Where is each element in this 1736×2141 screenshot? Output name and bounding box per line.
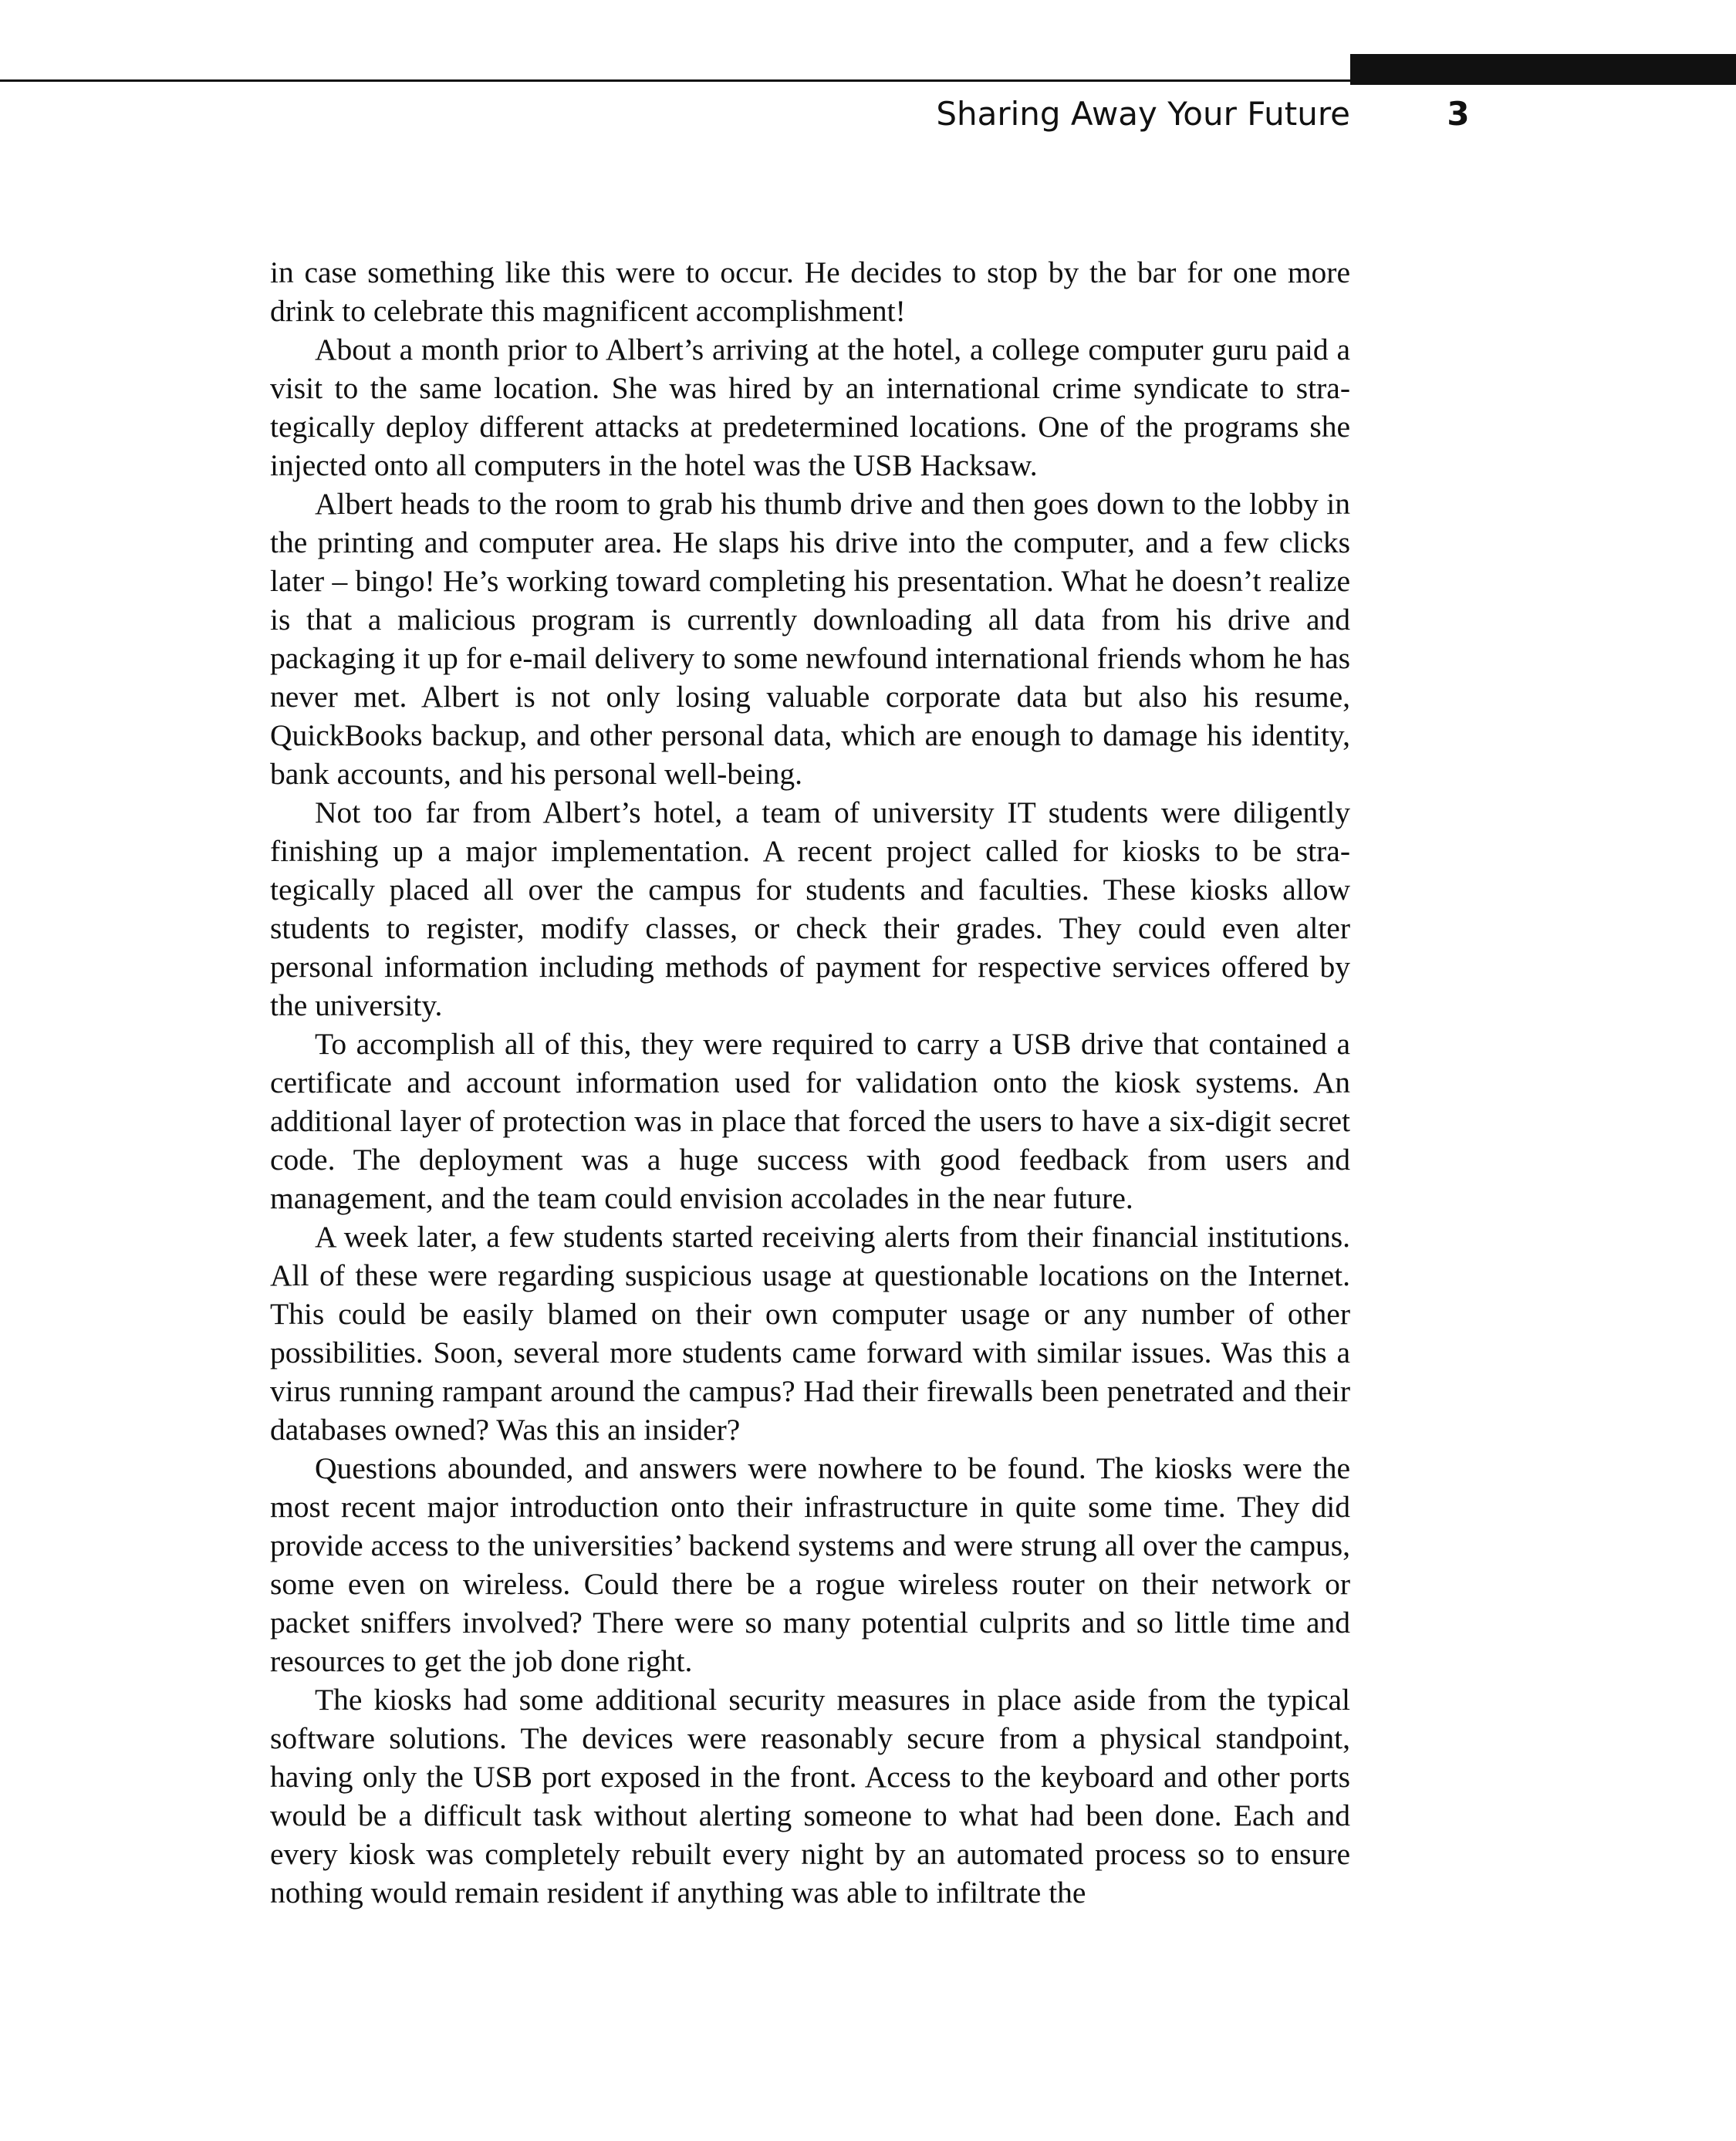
paragraph: The kiosks had some additional security measures in place aside from the typical software solutions. The devices were reasonably secure from a physical standpoint, having only the USB port exposed in the front. Access to the keyboard and other ports would be a difficult task without alerting someone to what had been done. Each and every kiosk was completely rebuilt every night by an automated process so to ensure nothing would remain resident if anything was able to infiltrate the <box>270 1683 1350 1910</box>
body-text <box>270 253 1350 1912</box>
paragraph: in case something like this were to occur. He decides to stop by the bar for one more drink to celebrate this magnificent accomplishment! <box>270 255 1350 328</box>
paragraph: Questions abounded, and answers were nowhere to be found. The kiosks were the most recent major introduction onto their infrastructure in quite some time. They did provide access to the universities’ backend systems and were strung all over the campus, some even on wireless. Could there be a rogue wireless router on their network or packet sniffers involved? There were so many potential culprits and so little time and resources to get the job done right. <box>270 1451 1350 1678</box>
paragraph: About a month prior to Albert’s arriving at the hotel, a college computer guru paid a visit to the same location. She was hired by an international crime syndicate to strategically deploy different attacks at predetermined locations. One of the programs she injected onto all computers in the hotel was the USB Hacksaw. <box>270 333 1350 482</box>
paragraph: Albert heads to the room to grab his thumb drive and then goes down to the lobby in the printing and computer area. He slaps his drive into the computer, and a few clicks later – bingo! He’s working toward completing his presentation. What he doesn’t realize is that a malicious program is currently downloading all data from his drive and packaging it up for e-mail delivery to some newfound international friends whom he has never met. Albert is not only losing valuable corporate data but also his resume, QuickBooks backup, and other personal data, which are enough to damage his identity, bank accounts, and his personal well-being. <box>270 487 1350 791</box>
page-number: 3 <box>1447 95 1470 133</box>
paragraph: Not too far from Albert’s hotel, a team of university IT students were diligently finishing up a major implementation. A recent project called for kiosks to be strategically placed all over the campus for students and faculties. These kiosks allow students to register, modify classes, or check their grades. They could even alter personal information including methods of payment for respective services offered by the university. <box>270 795 1350 1022</box>
paragraph: To accomplish all of this, they were required to carry a USB drive that contained a certificate and account information used for validation onto the kiosk systems. An additional layer of protection was in place that forced the users to have a six-digit secret code. The deployment was a huge success with good feedback from users and management, and the team could envision accolades in the near future. <box>270 1027 1350 1215</box>
paragraph: A week later, a few students started receiving alerts from their financial institutions. All of these were regarding suspicious usage at questionable locations on the Internet. This could be easily blamed on their own computer usage or any number of other possibilities. Soon, several more students came forward with similar issues. Was this a virus running rampant around the campus? Had their firewalls been penetrated and their databases owned? Was this an insider? <box>270 1220 1350 1447</box>
running-title: Sharing Away Your Future <box>936 95 1350 133</box>
header-rule <box>0 79 1736 82</box>
